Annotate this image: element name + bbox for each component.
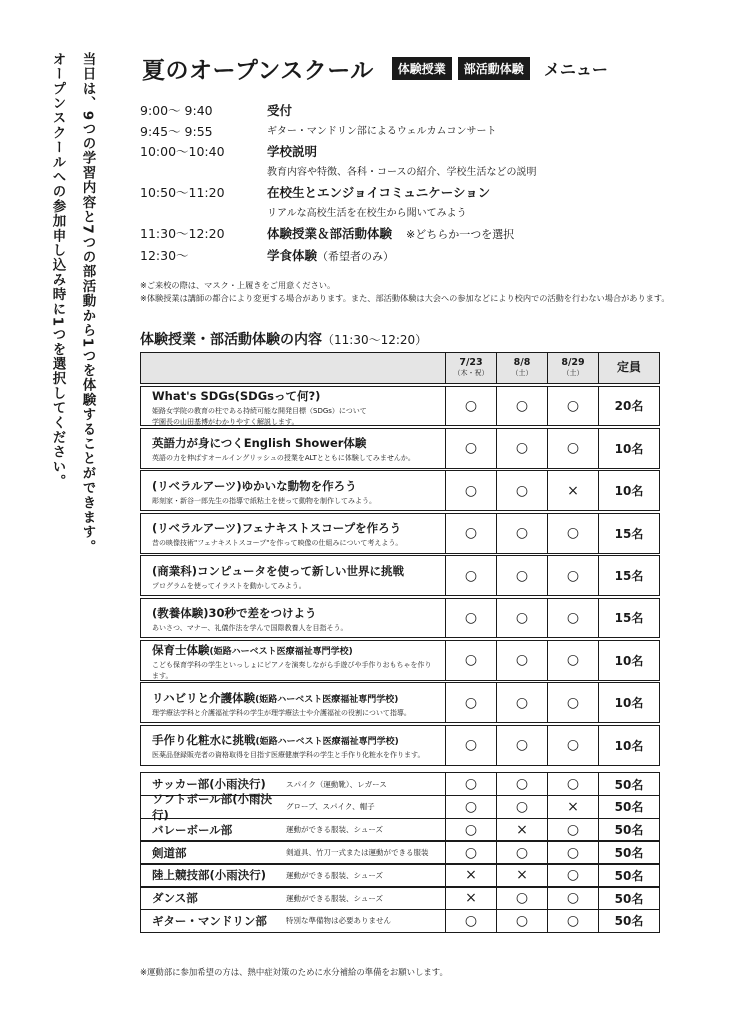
available-mark: ○ bbox=[445, 841, 496, 863]
schedule-time: 9:45〜 9:55 bbox=[140, 123, 213, 139]
club-name: 陸上競技部(小雨決行) bbox=[152, 868, 267, 883]
available-mark: ○ bbox=[496, 599, 547, 638]
club-row bbox=[140, 863, 660, 887]
available-mark: ○ bbox=[496, 683, 547, 722]
class-info bbox=[141, 471, 445, 510]
class-info bbox=[141, 387, 445, 426]
class-name bbox=[152, 520, 436, 536]
available-mark: ○ bbox=[547, 887, 598, 909]
schedule-time: 9:00〜 9:40 bbox=[140, 103, 213, 118]
class-name-text: (リベラルアーツ)フェナキストスコープを作ろう bbox=[152, 521, 402, 536]
note: ※体験授業は講師の都合により変更する場合があります。また、部活動体験は大会への参加などにより校内での活動を行わない場合があります。 bbox=[140, 293, 670, 303]
class-row bbox=[140, 513, 660, 554]
class-name bbox=[152, 563, 436, 579]
class-desc: 英語の力を伸ばすオールイングリッシュの授業をALTとともに体験してみませんか。 bbox=[152, 454, 415, 463]
unavailable-mark: × bbox=[547, 471, 598, 510]
class-name-text: 手作り化粧水に挑戦 bbox=[152, 733, 256, 748]
class-name-text: (商業科)コンピュータを使って新しい世界に挑戦 bbox=[152, 563, 405, 578]
available-mark: ○ bbox=[445, 599, 496, 638]
vertical-text-1: 当日は、9つの学習内容と7つの部活動から1つを体験することができます。 bbox=[79, 52, 96, 555]
available-mark: ○ bbox=[445, 773, 496, 795]
club-items: スパイク（運動靴）、レガース bbox=[286, 779, 387, 789]
club-row bbox=[140, 840, 660, 864]
available-mark: ○ bbox=[496, 841, 547, 863]
available-mark: ○ bbox=[445, 514, 496, 553]
available-mark: ○ bbox=[445, 683, 496, 722]
club-items: 運動ができる服装、シューズ bbox=[286, 893, 383, 903]
capacity: 10名 bbox=[598, 429, 659, 468]
capacity: 50名 bbox=[598, 887, 659, 909]
notes bbox=[140, 279, 670, 305]
club-row bbox=[140, 886, 660, 910]
available-mark: ○ bbox=[547, 387, 598, 426]
available-mark: ○ bbox=[547, 773, 598, 795]
schedule-note: ※どちらか一つを選択 bbox=[406, 228, 515, 241]
header-blank bbox=[141, 353, 445, 383]
class-desc: 彫刻家・新谷一郎先生の指導で紙粘土を使って動物を制作してみよう。 bbox=[152, 496, 376, 505]
class-name bbox=[152, 690, 436, 706]
title-row bbox=[142, 52, 608, 85]
header-capacity: 定員 bbox=[598, 353, 659, 383]
footer-note: ※運動部に参加希望の方は、熱中症対策のために水分補給の準備をお願いします。 bbox=[140, 967, 448, 977]
club-items: 剣道具、竹刀一式または運動ができる服装 bbox=[286, 848, 429, 858]
unavailable-mark: × bbox=[496, 864, 547, 886]
schedule-desc bbox=[267, 101, 292, 122]
club-name: 剣道部 bbox=[152, 845, 187, 860]
schedule-time: 12:30〜 bbox=[140, 247, 189, 263]
available-mark: ○ bbox=[445, 910, 496, 932]
class-name bbox=[152, 732, 436, 748]
class-row bbox=[140, 598, 660, 639]
available-mark: ○ bbox=[445, 471, 496, 510]
header-date: 8/8 （土） bbox=[496, 353, 547, 383]
schedule-desc-text: 受付 bbox=[267, 103, 293, 118]
schedule-row bbox=[140, 183, 700, 204]
available-mark: ○ bbox=[496, 910, 547, 932]
schedule-desc bbox=[267, 224, 514, 246]
available-mark: ○ bbox=[496, 726, 547, 765]
class-row bbox=[140, 470, 660, 511]
class-info bbox=[141, 726, 445, 765]
capacity: 50名 bbox=[598, 819, 659, 841]
class-name-text: リハビリと介護体験 bbox=[152, 690, 256, 705]
club-name: サッカー部(小雨決行) bbox=[152, 777, 266, 792]
capacity: 15名 bbox=[598, 556, 659, 595]
class-name-text: (リベラルアーツ)ゆかいな動物を作ろう bbox=[152, 478, 357, 493]
capacity: 50名 bbox=[598, 841, 659, 863]
program-table bbox=[140, 352, 660, 933]
capacity: 20名 bbox=[598, 387, 659, 426]
club-name: ソフトボール部(小雨決行) bbox=[152, 791, 273, 822]
unavailable-mark: × bbox=[445, 864, 496, 886]
class-provider: (姫路ハーベスト医療福祉専門学校) bbox=[209, 646, 353, 657]
club-items: 運動ができる服装、シューズ bbox=[286, 825, 383, 835]
schedule-time: 10:00〜10:40 bbox=[140, 144, 225, 159]
class-desc: 医薬品登録販売者の資格取得を目指す医療健康学科の学生と手作り化粧水を作ります。 bbox=[152, 751, 425, 760]
class-name-text: 英語力が身につくEnglish Shower体験 bbox=[152, 436, 367, 451]
available-mark: ○ bbox=[496, 773, 547, 795]
capacity: 10名 bbox=[598, 641, 659, 680]
available-mark: ○ bbox=[547, 864, 598, 886]
class-name bbox=[152, 642, 436, 658]
schedule-desc bbox=[267, 183, 490, 204]
section-title-text: 体験授業・部活動体験の内容 bbox=[140, 332, 322, 348]
class-name-text: (教養体験)30秒で差をつけよう bbox=[152, 605, 317, 620]
capacity: 50名 bbox=[598, 796, 659, 818]
class-name bbox=[152, 388, 436, 404]
schedule-row bbox=[140, 246, 700, 268]
available-mark: ○ bbox=[445, 726, 496, 765]
available-mark: ○ bbox=[547, 514, 598, 553]
class-desc: プログラムを使ってイラストを動かしてみよう。 bbox=[152, 581, 306, 590]
section-title bbox=[140, 329, 427, 349]
available-mark: ○ bbox=[547, 599, 598, 638]
capacity: 50名 bbox=[598, 910, 659, 932]
available-mark: ○ bbox=[496, 887, 547, 909]
schedule-paren: （希望者のみ） bbox=[317, 249, 395, 263]
capacity: 50名 bbox=[598, 864, 659, 886]
schedule-desc bbox=[267, 142, 317, 163]
available-mark: ○ bbox=[547, 841, 598, 863]
class-row bbox=[140, 725, 660, 766]
schedule-desc bbox=[267, 246, 394, 268]
schedule-row bbox=[140, 142, 700, 163]
schedule-desc-text: 学校説明 bbox=[267, 144, 318, 159]
page-title: 夏のオープンスクール bbox=[142, 58, 374, 84]
class-desc: 昔の映像技術"フェナキストスコープ"を作って映像の仕組みについて考えよう。 bbox=[152, 539, 403, 548]
class-info bbox=[141, 641, 445, 680]
club-items: 特別な準備物は必要ありません bbox=[286, 916, 391, 926]
class-provider: (姫路ハーベスト医療福祉専門学校) bbox=[255, 737, 399, 748]
class-desc: 姫路女学院の教育の柱である持続可能な開発目標（SDGs）について 学園長の山田基博がわかりやすく解説します。 bbox=[152, 406, 367, 426]
class-row bbox=[140, 682, 660, 723]
header-date: 8/29 （土） bbox=[547, 353, 598, 383]
schedule bbox=[140, 101, 700, 267]
class-row bbox=[140, 386, 660, 427]
menu-label: メニュー bbox=[543, 60, 608, 79]
unavailable-mark: × bbox=[496, 819, 547, 841]
class-name bbox=[152, 478, 436, 494]
class-info bbox=[141, 683, 445, 722]
available-mark: ○ bbox=[496, 429, 547, 468]
schedule-desc-text: 学食体験 bbox=[267, 247, 318, 263]
schedule-row bbox=[140, 101, 700, 122]
unavailable-mark: × bbox=[445, 887, 496, 909]
capacity: 50名 bbox=[598, 773, 659, 795]
class-info bbox=[141, 556, 445, 595]
class-desc: こども保育学科の学生といっしょにピアノを演奏しながら手遊びや手作りおもちゃを作ります。 bbox=[152, 660, 432, 680]
badge-club-trial: 部活動体験 bbox=[458, 57, 530, 80]
club-items: グローブ、スパイク、帽子 bbox=[286, 802, 375, 812]
class-name bbox=[152, 605, 436, 621]
available-mark: ○ bbox=[445, 556, 496, 595]
class-desc: あいさつ、マナー、礼儀作法を学んで国際教養人を目指そう。 bbox=[152, 623, 348, 632]
section-time: （11:30〜12:20） bbox=[322, 333, 428, 347]
schedule-desc-text: 体験授業＆部活動体験 bbox=[267, 226, 393, 241]
club-row bbox=[140, 818, 660, 842]
schedule-time: 10:50〜11:20 bbox=[140, 185, 225, 200]
available-mark: ○ bbox=[547, 819, 598, 841]
available-mark: ○ bbox=[547, 910, 598, 932]
class-info bbox=[141, 429, 445, 468]
club-row bbox=[140, 909, 660, 933]
club-row bbox=[140, 791, 660, 822]
available-mark: ○ bbox=[496, 556, 547, 595]
club-items: 運動ができる服装、シューズ bbox=[286, 870, 383, 880]
available-mark: ○ bbox=[496, 387, 547, 426]
available-mark: ○ bbox=[445, 387, 496, 426]
class-name-text: What's SDGs(SDGsって何?) bbox=[152, 388, 321, 403]
schedule-desc bbox=[267, 122, 497, 143]
class-desc: 理学療法学科と介護福祉学科の学生が理学療法士や介護福祉の役割について指導。 bbox=[152, 708, 411, 717]
available-mark: ○ bbox=[445, 641, 496, 680]
club-name: ギター・マンドリン部 bbox=[152, 913, 267, 928]
available-mark: ○ bbox=[445, 429, 496, 468]
available-mark: ○ bbox=[496, 471, 547, 510]
schedule-time: 11:30〜12:20 bbox=[140, 226, 225, 241]
available-mark: ○ bbox=[496, 641, 547, 680]
available-mark: ○ bbox=[445, 796, 496, 818]
available-mark: ○ bbox=[547, 429, 598, 468]
capacity: 10名 bbox=[598, 726, 659, 765]
class-provider: (姫路ハーベスト医療福祉専門学校) bbox=[255, 694, 399, 705]
badge-class-trial: 体験授業 bbox=[392, 57, 452, 80]
vertical-text-2: オープンスクールへの参加申し込み時に1つを選択してください。 bbox=[49, 52, 66, 489]
available-mark: ○ bbox=[547, 683, 598, 722]
capacity: 15名 bbox=[598, 514, 659, 553]
schedule-desc-text: ギター・マンドリン部によるウェルカムコンサート bbox=[267, 125, 497, 137]
available-mark: ○ bbox=[445, 819, 496, 841]
class-name bbox=[152, 435, 436, 451]
club-name: バレーボール部 bbox=[152, 822, 233, 837]
available-mark: ○ bbox=[496, 796, 547, 818]
capacity: 10名 bbox=[598, 471, 659, 510]
note: ※ご来校の際は、マスク・上履きをご用意ください。 bbox=[140, 280, 336, 290]
class-name-text: 保育士体験 bbox=[152, 642, 210, 657]
class-info bbox=[141, 599, 445, 638]
schedule-row bbox=[140, 122, 700, 143]
class-row bbox=[140, 428, 660, 469]
table-header bbox=[140, 352, 660, 384]
capacity: 10名 bbox=[598, 683, 659, 722]
capacity: 15名 bbox=[598, 599, 659, 638]
available-mark: ○ bbox=[496, 514, 547, 553]
club-name: ダンス部 bbox=[152, 891, 198, 906]
available-mark: ○ bbox=[547, 726, 598, 765]
schedule-desc-text: 在校生とエンジョイコミュニケーション bbox=[267, 185, 491, 200]
unavailable-mark: × bbox=[547, 796, 598, 818]
available-mark: ○ bbox=[547, 641, 598, 680]
class-info bbox=[141, 514, 445, 553]
available-mark: ○ bbox=[547, 556, 598, 595]
schedule-sub: リアルな高校生活を在校生から聞いてみよう bbox=[267, 207, 467, 219]
header-date: 7/23 （木・祝） bbox=[445, 353, 496, 383]
class-row bbox=[140, 555, 660, 596]
class-row bbox=[140, 640, 660, 681]
schedule-sub: 教育内容や特徴、各科・コースの紹介、学校生活などの説明 bbox=[267, 166, 537, 178]
schedule-row bbox=[140, 224, 700, 246]
